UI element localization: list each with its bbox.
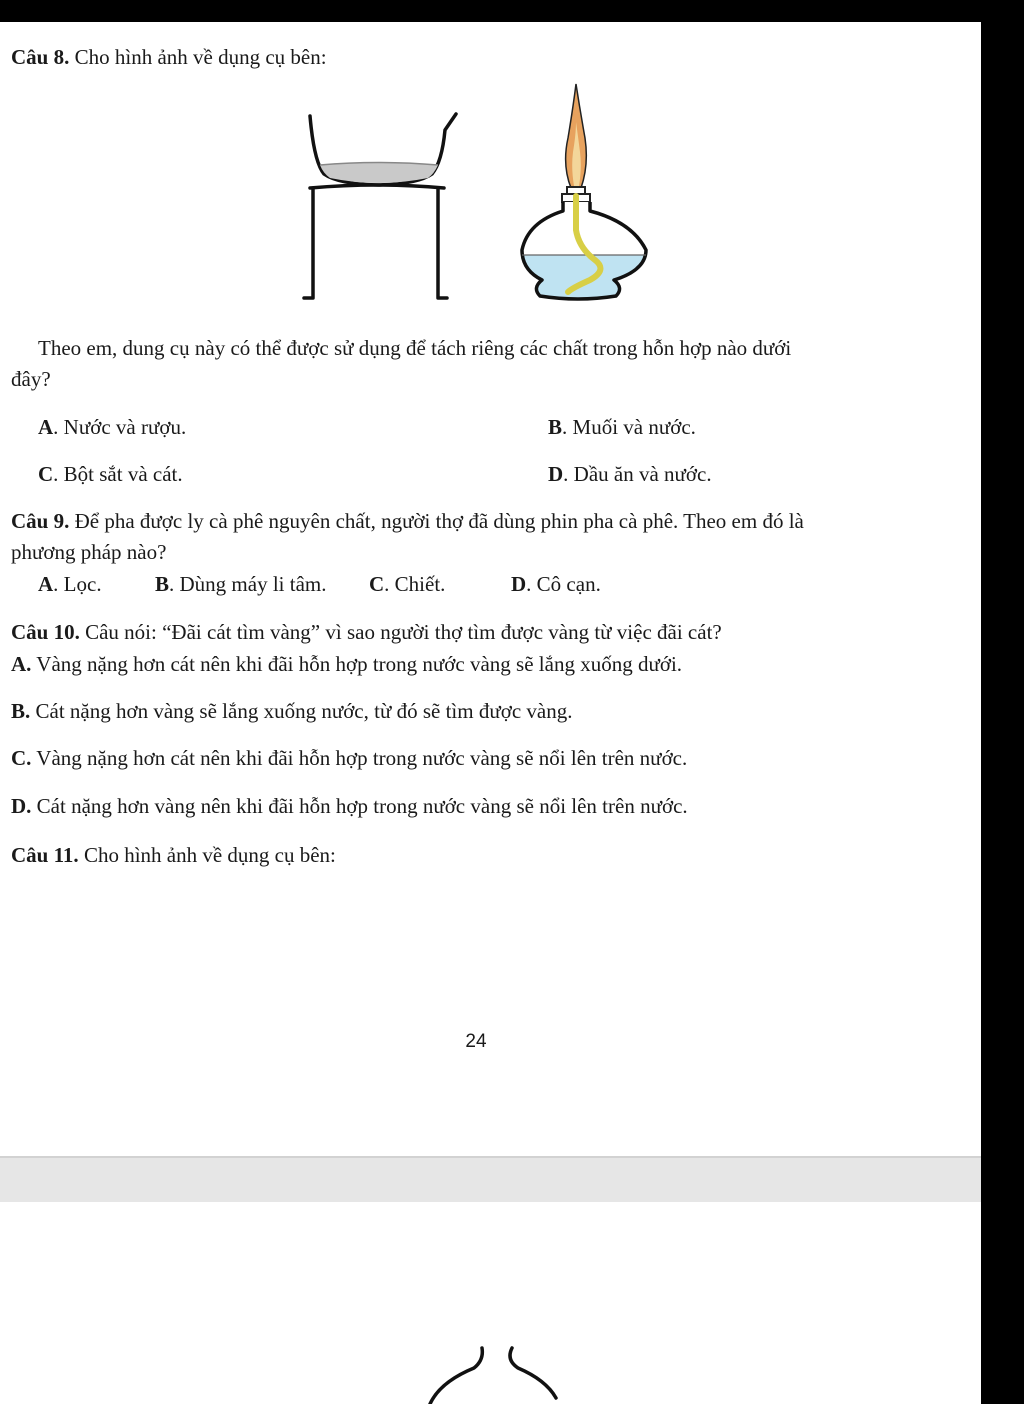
q9-option-c	[369, 571, 445, 597]
q8-option-d	[548, 461, 712, 487]
page-separator	[0, 1156, 981, 1204]
q9-option-b	[155, 571, 327, 597]
q8-option-a-text: . Nước và rượu.	[53, 415, 187, 439]
q8-option-a	[38, 414, 186, 440]
q10-option-a	[11, 651, 682, 677]
q9-option-d-text: . Cô cạn.	[526, 572, 601, 596]
q8-option-a-letter: A	[38, 415, 54, 439]
evaporating-dish-icon	[310, 114, 456, 185]
q10-question-text: Câu nói: “Đãi cát tìm vàng” vì sao người thợ tìm được vàng từ việc đãi cát?	[79, 620, 722, 644]
q10-option-b-text: Cát nặng hơn vàng sẽ lắng xuống nước, từ đó sẽ tìm được vàng.	[30, 699, 573, 723]
q8-option-d-letter: D	[548, 462, 564, 486]
q8-prompt-line1: Theo em, dung cụ này có thể được sử dụng để tách riêng các chất trong hỗn hợp nào dưới	[38, 336, 792, 360]
q8-option-b-text: . Muối và nước.	[562, 415, 696, 439]
q9-option-a-text: . Lọc.	[53, 572, 102, 596]
evaporation-apparatus-illustration	[290, 70, 670, 310]
q10-option-c-letter: C.	[11, 746, 32, 770]
q10-option-a-letter: A.	[11, 652, 32, 676]
q8-option-c-text: . Bột sắt và cát.	[53, 462, 183, 486]
q10-question	[11, 619, 722, 645]
q9-option-c-letter: C	[369, 572, 385, 596]
q10-option-d-letter: D.	[11, 794, 32, 818]
q10-option-c	[11, 745, 687, 771]
q9-option-d-letter: D	[511, 572, 527, 596]
q8-label: Câu 8.	[11, 45, 70, 69]
q9-option-b-text: . Dùng máy li tâm.	[169, 572, 327, 596]
q10-option-d	[11, 793, 688, 819]
q9-line1	[11, 508, 804, 534]
q11-heading	[11, 842, 336, 868]
q10-option-c-text: Vàng nặng hơn cát nên khi đãi hỗn hợp trong nước vàng sẽ nổi lên trên nước.	[31, 746, 688, 770]
q10-option-a-text: Vàng nặng hơn cát nên khi đãi hỗn hợp trong nước vàng sẽ lắng xuống dưới.	[31, 652, 683, 676]
q9-option-a	[38, 571, 102, 597]
q9-option-c-text: . Chiết.	[384, 572, 446, 596]
q8-option-c	[38, 461, 183, 487]
q8-option-c-letter: C	[38, 462, 54, 486]
page-number: 24	[465, 1031, 487, 1052]
q8-option-d-text: . Dầu ăn và nước.	[563, 462, 712, 486]
q9-option-d	[511, 571, 601, 597]
q9-line1-text: Để pha được ly cà phê nguyên chất, người thợ đã dùng phin pha cà phê. Theo em đó là	[69, 509, 804, 533]
q11-label: Câu 11.	[11, 843, 79, 867]
q8-option-b-letter: B	[548, 415, 563, 439]
q10-option-d-text: Cát nặng hơn vàng nên khi đãi hỗn hợp trong nước vàng sẽ nổi lên trên nước.	[31, 794, 688, 818]
q10-option-b	[11, 698, 572, 724]
q8-title: Cho hình ảnh về dụng cụ bên:	[69, 45, 327, 69]
q9-line2: phương pháp nào?	[11, 540, 167, 564]
q11-title: Cho hình ảnh về dụng cụ bên:	[78, 843, 336, 867]
tripod-stand-icon	[304, 185, 447, 298]
q10-option-b-letter: B.	[11, 699, 31, 723]
q8-prompt-line2: đây?	[11, 367, 51, 391]
spirit-lamp-icon	[522, 84, 646, 299]
q8-heading	[11, 44, 327, 70]
q9-option-b-letter: B	[155, 572, 170, 596]
q10-label: Câu 10.	[11, 620, 80, 644]
q8-option-b	[548, 414, 696, 440]
q9-option-a-letter: A	[38, 572, 54, 596]
q9-label: Câu 9.	[11, 509, 70, 533]
flask-neck-illustration-partial	[420, 1340, 560, 1404]
